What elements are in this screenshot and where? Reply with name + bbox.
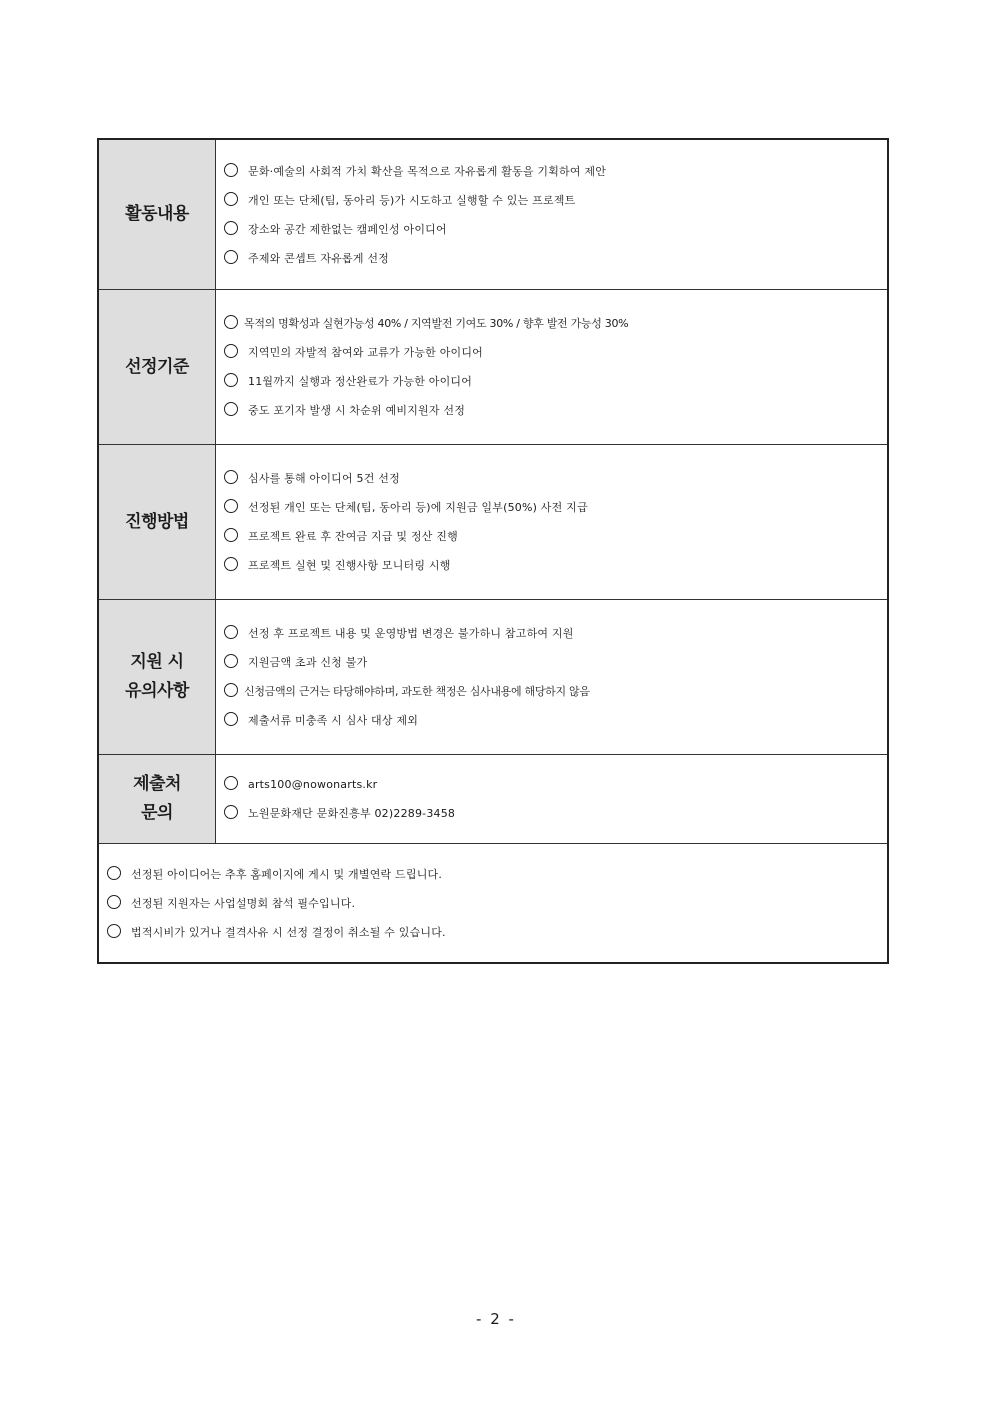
list-item: 선정된 개인 또는 단체(팀, 동아리 등)에 지원금 일부(50%) 사전 지급 — [224, 493, 887, 522]
circle-bullet-icon — [107, 866, 121, 880]
circle-bullet-icon — [224, 315, 238, 329]
list-item: 주제와 콘셉트 자유롭게 선정 — [224, 244, 887, 273]
contact-email[interactable]: arts100@nowonarts.kr — [224, 770, 887, 799]
section-label — [98, 755, 216, 844]
list-item: 프로젝트 실현 및 진행사항 모니터링 시행 — [224, 551, 887, 580]
list-item: 프로젝트 완료 후 잔여금 지급 및 정산 진행 — [224, 522, 887, 551]
item-list — [224, 464, 887, 580]
note-item: 법적시비가 있거나 결격사유 시 선정 결정이 취소될 수 있습니다. — [107, 918, 887, 947]
list-item: 중도 포기자 발생 시 차순위 예비지원자 선정 — [224, 396, 887, 425]
list-item: 선정 후 프로젝트 내용 및 운영방법 변경은 불가하니 참고하여 지원 — [224, 619, 887, 648]
list-item: 문화·예술의 사회적 가치 확산을 목적으로 자유롭게 활동을 기획하여 제안 — [224, 157, 887, 186]
list-item: 11월까지 실행과 정산완료가 가능한 아이디어 — [224, 367, 887, 396]
section-criteria — [98, 290, 888, 445]
note-item: 선정된 아이디어는 추후 홈페이지에 게시 및 개별연락 드립니다. — [107, 860, 887, 889]
list-item: 목적의 명확성과 실현가능성 40% / 지역발전 기여도 30% / 향후 발전 가능성 30% — [224, 309, 887, 338]
circle-bullet-icon — [224, 250, 238, 264]
section-content — [216, 755, 889, 844]
contact-phone: 노원문화재단 문화진흥부 02)2289-3458 — [224, 799, 887, 828]
circle-bullet-icon — [224, 528, 238, 542]
section-label-line: 지원 시 — [130, 652, 184, 672]
section-contact — [98, 755, 888, 844]
item-list — [224, 309, 887, 425]
item-list — [224, 619, 887, 735]
circle-bullet-icon — [224, 625, 238, 639]
circle-bullet-icon — [224, 654, 238, 668]
list-item: 지역민의 자발적 참여와 교류가 가능한 아이디어 — [224, 338, 887, 367]
circle-bullet-icon — [224, 776, 238, 790]
circle-bullet-icon — [224, 192, 238, 206]
circle-bullet-icon — [224, 344, 238, 358]
circle-bullet-icon — [107, 895, 121, 909]
section-label-line: 선정기준 — [125, 356, 189, 377]
circle-bullet-icon — [224, 373, 238, 387]
section-content — [216, 600, 889, 755]
circle-bullet-icon — [224, 470, 238, 484]
circle-bullet-icon — [107, 924, 121, 938]
section-label — [98, 290, 216, 445]
list-item: 심사를 통해 아이디어 5건 선정 — [224, 464, 887, 493]
section-cautions — [98, 600, 888, 755]
section-label — [98, 600, 216, 755]
section-label-line: 진행방법 — [125, 511, 189, 532]
section-label — [98, 139, 216, 290]
list-item: 지원금액 초과 신청 불가 — [224, 648, 887, 677]
circle-bullet-icon — [224, 683, 238, 697]
page-number: - 2 - — [476, 1310, 516, 1328]
section-content — [216, 290, 889, 445]
circle-bullet-icon — [224, 712, 238, 726]
section-label-line: 유의사항 — [125, 681, 189, 701]
circle-bullet-icon — [224, 805, 238, 819]
circle-bullet-icon — [224, 221, 238, 235]
notes-content — [98, 844, 888, 964]
notes-row — [98, 844, 888, 964]
circle-bullet-icon — [224, 499, 238, 513]
list-item: 제출서류 미충족 시 심사 대상 제외 — [224, 706, 887, 735]
section-activity — [98, 139, 888, 290]
circle-bullet-icon — [224, 163, 238, 177]
notes-list — [107, 860, 887, 947]
list-item: 신청금액의 근거는 타당해야하며, 과도한 책정은 심사내용에 해당하지 않음 — [224, 677, 887, 706]
item-list — [224, 157, 887, 273]
item-list — [224, 770, 887, 828]
section-content — [216, 445, 889, 600]
section-process — [98, 445, 888, 600]
info-table — [97, 138, 889, 964]
section-label-line: 활동내용 — [125, 204, 189, 224]
section-label-line: 제출처 — [133, 774, 181, 794]
circle-bullet-icon — [224, 557, 238, 571]
note-item: 선정된 지원자는 사업설명회 참석 필수입니다. — [107, 889, 887, 918]
list-item: 장소와 공간 제한없는 캠페인성 아이디어 — [224, 215, 887, 244]
list-item: 개인 또는 단체(팀, 동아리 등)가 시도하고 실행할 수 있는 프로젝트 — [224, 186, 887, 215]
section-label-line: 문의 — [141, 803, 173, 823]
section-content — [216, 139, 889, 290]
section-label — [98, 445, 216, 600]
circle-bullet-icon — [224, 402, 238, 416]
